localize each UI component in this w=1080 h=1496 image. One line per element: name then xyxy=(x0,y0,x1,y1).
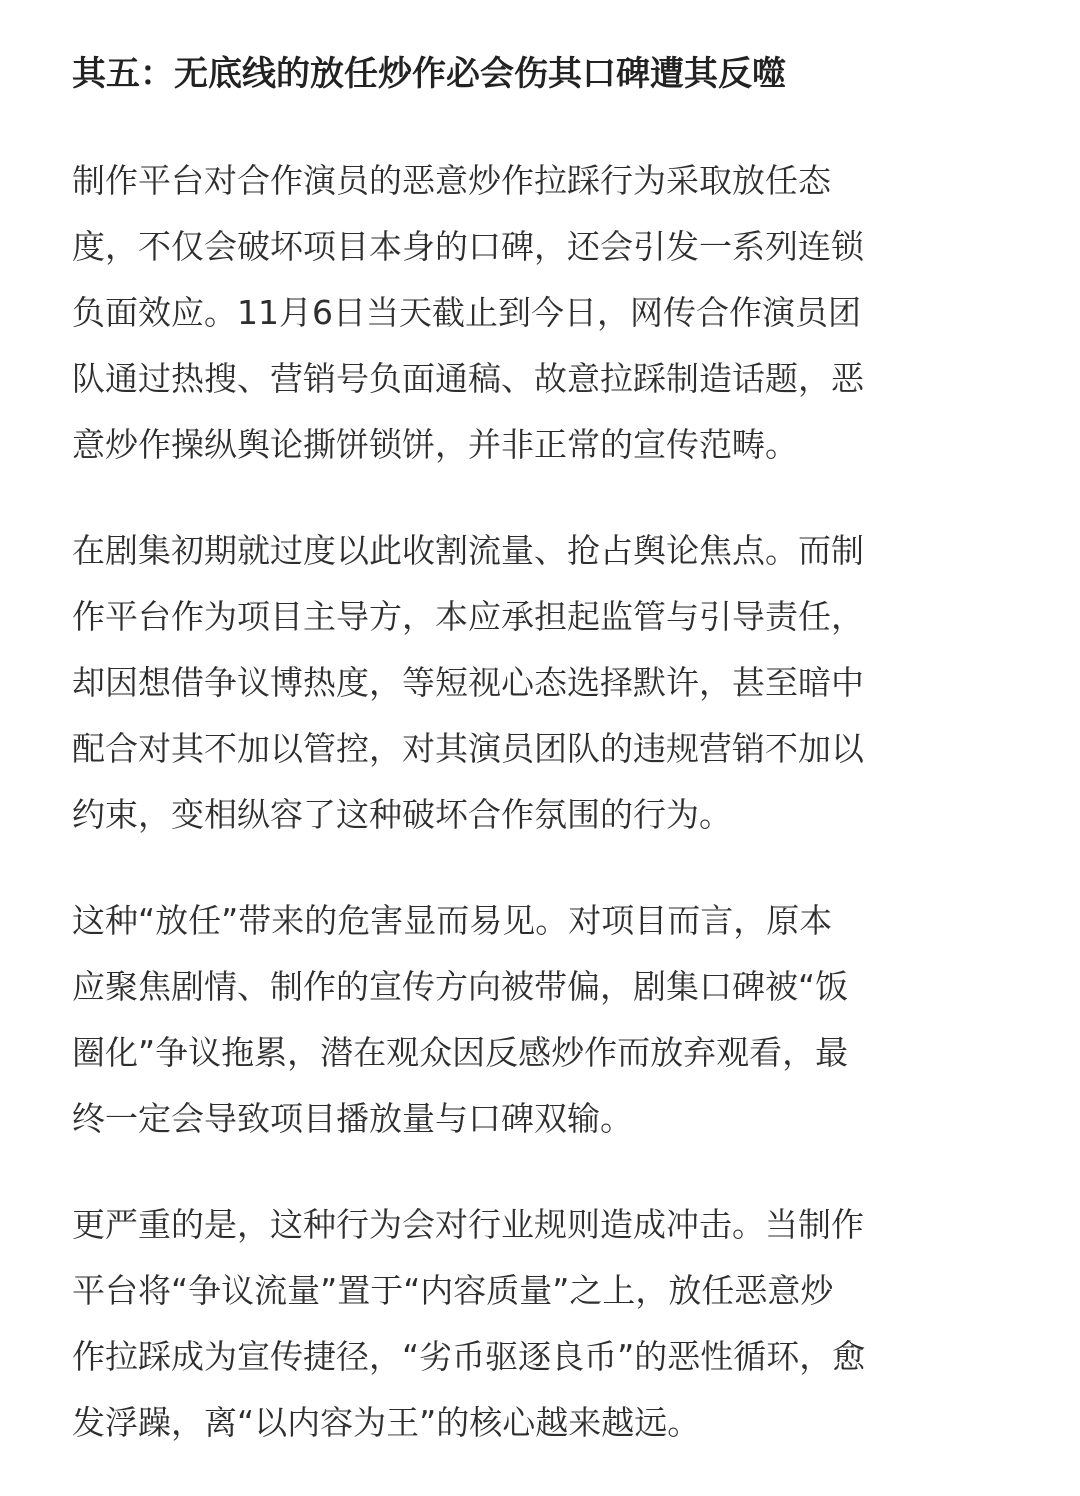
paragraph-line: 却因想借争议博热度，等短视心态选择默许，甚至暗中 xyxy=(72,663,864,702)
paragraph-line: 发浮躁，离“以内容为王”的核心越来越远。 xyxy=(72,1403,701,1442)
paragraph-line: 这种“放任”带来的危害显而易见。对项目而言，原本 xyxy=(72,901,833,940)
paragraph-line: 作平台作为项目主导方，本应承担起监管与引导责任， xyxy=(72,597,864,636)
paragraph-line: 作拉踩成为宣传捷径，“劣币驱逐良币”的恶性循环，愈 xyxy=(72,1337,866,1376)
article-heading: 其五：无底线的放任炒作必会伤其口碑遭其反噬 xyxy=(72,54,786,94)
paragraph-line: 终一定会导致项目播放量与口碑双输。 xyxy=(72,1099,633,1138)
paragraph-line: 更严重的是，这种行为会对行业规则造成冲击。当制作 xyxy=(72,1205,864,1244)
article xyxy=(72,50,1012,1496)
paragraph-line: 平台将“争议流量”置于“内容质量”之上，放任恶意炒 xyxy=(72,1271,834,1310)
paragraph-line: 配合对其不加以管控，对其演员团队的违规营销不加以 xyxy=(72,729,864,768)
paragraph-line: 负面效应。11月6日当天截止到今日，网传合作演员团 xyxy=(72,293,861,332)
paragraph-line: 队通过热搜、营销号负面通稿、故意拉踩制造话题，恶 xyxy=(72,359,864,398)
paragraph-line: 应聚焦剧情、制作的宣传方向被带偏，剧集口碑被“饭 xyxy=(72,967,849,1006)
paragraph-line: 圈化”争议拖累，潜在观众因反感炒作而放弃观看，最 xyxy=(72,1033,849,1072)
paragraph-line: 意炒作操纵舆论撕饼锁饼，并非正常的宣传范畴。 xyxy=(72,425,798,464)
paragraph-line: 在剧集初期就过度以此收割流量、抢占舆论焦点。而制 xyxy=(72,531,864,570)
paragraph-4 xyxy=(72,1192,1012,1456)
paragraph-2 xyxy=(72,518,1012,848)
paragraph-line: 约束，变相纵容了这种破坏合作氛围的行为。 xyxy=(72,795,732,834)
paragraph-line: 制作平台对合作演员的恶意炒作拉踩行为采取放任态 xyxy=(72,161,831,200)
paragraph-line: 度，不仅会破坏项目本身的口碑，还会引发一系列连锁 xyxy=(72,227,864,266)
paragraph-3 xyxy=(72,888,1012,1152)
paragraph-1 xyxy=(72,148,1012,478)
